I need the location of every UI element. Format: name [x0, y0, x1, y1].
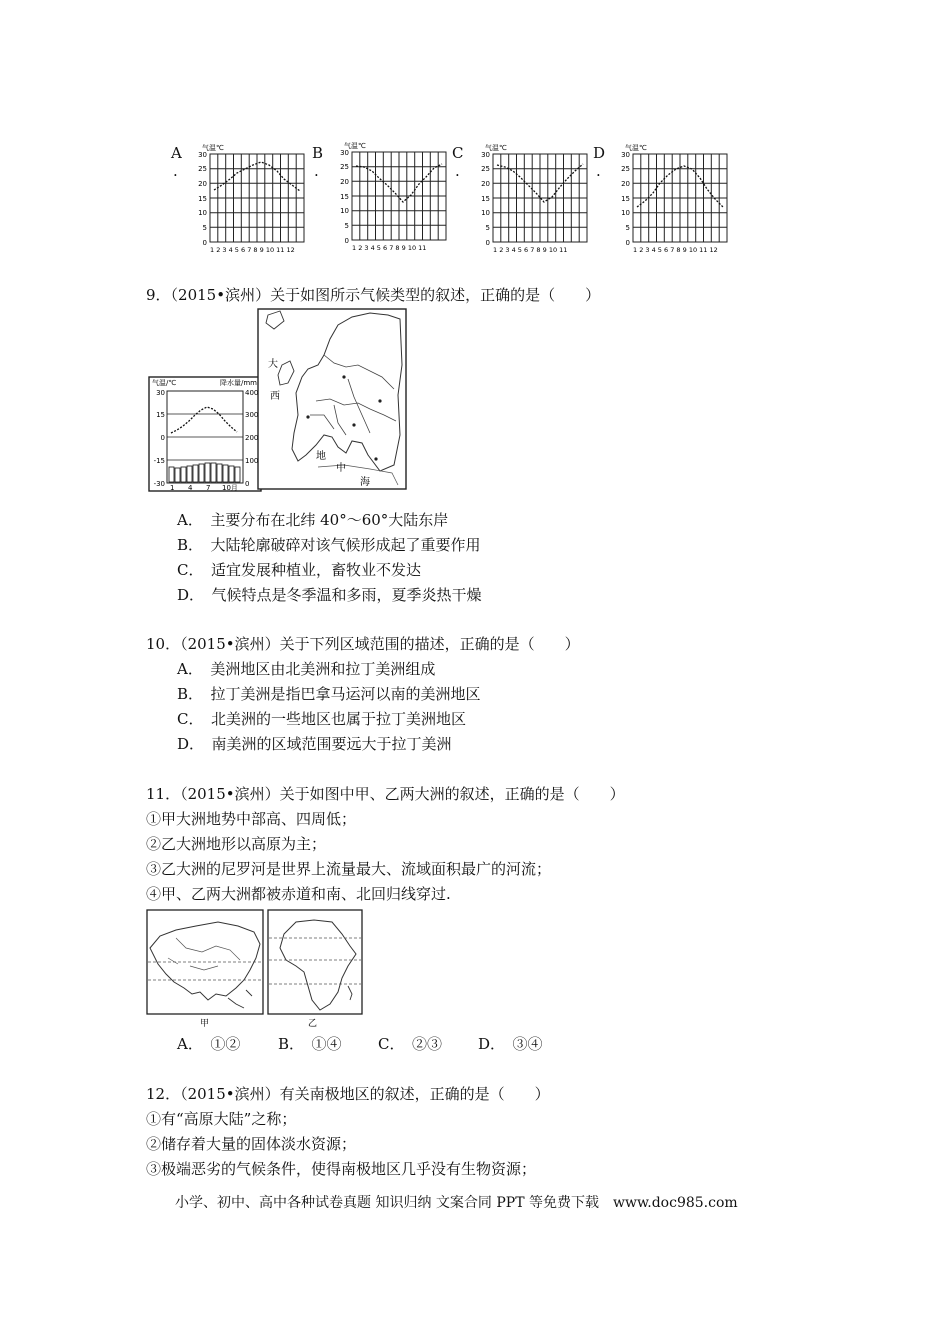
y-tick: 15: [481, 195, 490, 203]
page-footer: 小学、初中、高中各种试卷真题 知识归纳 文案合同 PPT 等免费下载 www.doc985.com: [175, 1195, 738, 1211]
x-tick: 10月: [222, 484, 238, 492]
x-ticks: 1 2 3 4 5 6 7 8 9 10 11: [352, 244, 427, 252]
q11-option-c[interactable]: C． ②③: [378, 1035, 442, 1053]
right-tick: 400: [245, 389, 259, 397]
q11-statement-3: ③乙大洲的尼罗河是世界上流量最大、流域面积最广的河流；: [146, 860, 552, 878]
y-tick: 0: [625, 239, 630, 247]
right-tick: 200: [245, 434, 259, 442]
y-tick: 0: [202, 239, 207, 247]
q9-option-c[interactable]: C． 适宜发展种植业，畜牧业不发达: [177, 561, 421, 579]
right-tick: 100: [245, 457, 259, 465]
q10-option-b[interactable]: B． 拉丁美洲是指巴拿马运河以南的美洲地区: [177, 685, 481, 703]
option-dot: .: [314, 162, 319, 180]
option-dot: .: [173, 162, 178, 180]
x-ticks: 1 2 3 4 5 6 7 8 9 10 11 12: [633, 246, 718, 254]
x-tick: 4: [188, 484, 193, 492]
left-tick: -30: [153, 480, 165, 488]
map-label: 西: [270, 391, 280, 402]
y-tick: 30: [621, 151, 630, 159]
temperature-line: [171, 407, 237, 433]
x-tick: 7: [206, 484, 211, 492]
q11-statement-2: ②乙大洲地形以高原为主；: [146, 835, 327, 853]
y-tick: 10: [481, 209, 490, 217]
temperature-chart-c: [471, 142, 591, 254]
y-tick: 20: [481, 180, 490, 188]
y-tick: 5: [485, 224, 490, 232]
q9-option-b[interactable]: B． 大陆轮廓破碎对该气候形成起了重要作用: [177, 536, 481, 554]
temperature-chart-d: [611, 142, 731, 254]
map-label: 地: [316, 451, 326, 462]
q12-statement-1: ①有“高原大陆”之称；: [146, 1110, 297, 1128]
y-tick: 30: [198, 151, 207, 159]
map-label: 中: [336, 463, 346, 474]
y-axis-label: 气温℃: [344, 142, 366, 150]
temperature-chart-b: [330, 140, 450, 252]
y-tick: 25: [621, 165, 630, 173]
map-label-yi: 乙: [308, 1019, 318, 1029]
left-tick: 0: [160, 434, 165, 442]
x-ticks: 1 2 3 4 5 6 7 8 9 10 11: [493, 246, 568, 254]
y-axis-label: 气温℃: [625, 144, 647, 152]
map-label-jia: 甲: [200, 1019, 210, 1029]
y-tick: 30: [481, 151, 490, 159]
right-tick: 0: [245, 480, 250, 488]
y-tick: 10: [340, 207, 349, 215]
q11-stem: 11．（2015•滨州）关于如图中甲、乙两大洲的叙述，正确的是（ ）: [146, 785, 625, 803]
left-tick: 15: [156, 411, 165, 419]
left-tick: -15: [153, 457, 165, 465]
europe-map: [258, 309, 406, 489]
y-tick: 15: [621, 195, 630, 203]
precipitation-bars: [169, 463, 240, 482]
y-tick: 20: [621, 180, 630, 188]
y-tick: 0: [344, 237, 349, 245]
option-letter: C: [452, 144, 464, 162]
y-tick: 5: [625, 224, 630, 232]
option-letter: B: [312, 144, 324, 162]
left-tick: 30: [156, 389, 165, 397]
x-tick: 1: [170, 484, 175, 492]
q12-stem: 12．（2015•滨州）有关南极地区的叙述，正确的是（ ）: [146, 1085, 550, 1103]
map-label: 海: [360, 477, 370, 488]
q10-option-a[interactable]: A． 美洲地区由北美洲和拉丁美洲组成: [177, 660, 436, 678]
temperature-chart-a: [188, 142, 308, 254]
right-tick: 300: [245, 411, 259, 419]
x-ticks: 1 2 3 4 5 6 7 8 9 10 11 12: [210, 246, 295, 254]
y-tick: 15: [340, 193, 349, 201]
y-axis-label: 气温℃: [485, 144, 507, 152]
y-axis-label: 气温℃: [202, 144, 224, 152]
q12-statement-3: ③极端恶劣的气候条件，使得南极地区几乎没有生物资源；: [146, 1160, 537, 1178]
q10-option-d[interactable]: D． 南美洲的区域范围要远大于拉丁美洲: [177, 735, 452, 753]
y-tick: 5: [202, 224, 207, 232]
y-tick: 20: [198, 180, 207, 188]
map-label: 大: [268, 359, 278, 370]
option-letter: D: [593, 144, 606, 162]
y-tick: 25: [198, 165, 207, 173]
y-tick: 0: [485, 239, 490, 247]
option-dot: .: [455, 162, 460, 180]
q11-statement-1: ①甲大洲地势中部高、四周低；: [146, 810, 357, 828]
y-tick: 20: [340, 178, 349, 186]
y-tick: 25: [340, 163, 349, 171]
q11-continent-maps: [146, 908, 366, 1030]
y-tick: 25: [481, 165, 490, 173]
option-letter: A: [171, 144, 182, 162]
option-dot: .: [596, 162, 601, 180]
q11-statement-4: ④甲、乙两大洲都被赤道和南、北回归线穿过.: [146, 885, 451, 903]
q11-option-a[interactable]: A． ①②: [177, 1035, 241, 1053]
q9-option-a[interactable]: A． 主要分布在北纬 40°～60°大陆东岸: [177, 511, 449, 529]
q12-statement-2: ②储存着大量的固体淡水资源；: [146, 1135, 357, 1153]
y-tick: 5: [344, 222, 349, 230]
q9-stem: 9．（2015•滨州）关于如图所示气候类型的叙述，正确的是（ ）: [146, 286, 601, 304]
y-tick: 10: [198, 209, 207, 217]
y-tick: 10: [621, 209, 630, 217]
q9-climate-figure: [148, 305, 410, 495]
right-axis-label: 降水量/mm: [220, 379, 257, 387]
q9-option-d[interactable]: D． 气候特点是冬季温和多雨，夏季炎热干燥: [177, 586, 482, 604]
q10-option-c[interactable]: C． 北美洲的一些地区也属于拉丁美洲地区: [177, 710, 466, 728]
map-yi: [268, 910, 362, 1029]
q10-stem: 10．（2015•滨州）关于下列区域范围的描述，正确的是（ ）: [146, 635, 580, 653]
map-jia: [147, 910, 263, 1029]
y-tick: 15: [198, 195, 207, 203]
left-axis-label: 气温/℃: [152, 379, 177, 387]
y-tick: 30: [340, 149, 349, 157]
q11-option-b[interactable]: B． ①④: [278, 1035, 342, 1053]
q11-option-d[interactable]: D． ③④: [478, 1035, 543, 1053]
